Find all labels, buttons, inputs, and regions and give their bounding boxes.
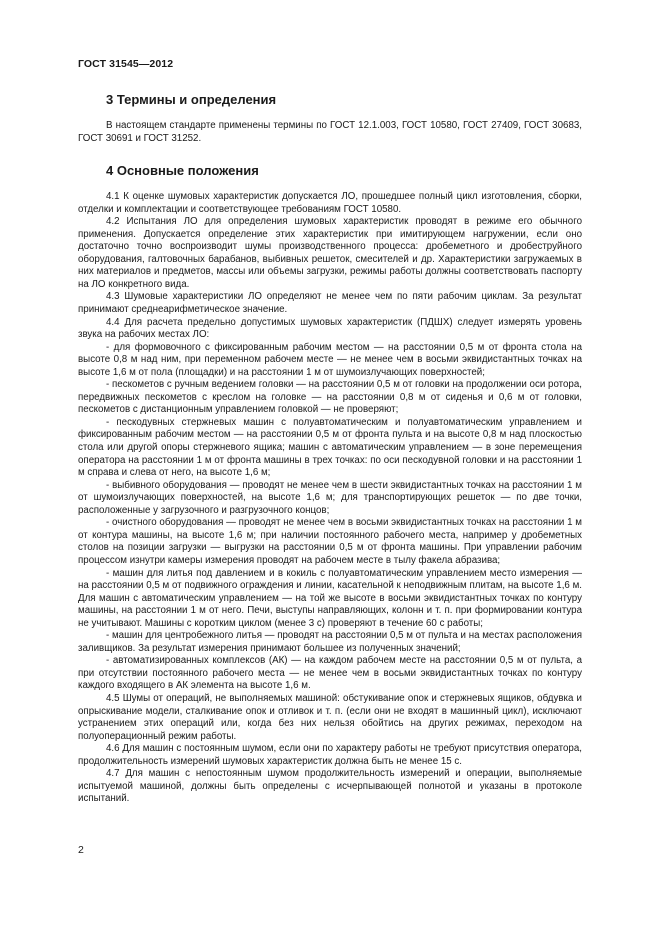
paragraph: 4.5 Шумы от операций, не выполняемых машиной: обстукивание опок и стержневых ящиков, обдувка и опрыскивание модели, сталкивание опок и отливок и т. п. (если они не входят в машинный цикл), исключают устранением этих операций или, когда без них нельзя обойтись на других режимах, переходом на полуоперационный режим работы. xyxy=(78,692,582,742)
paragraph: 4.6 Для машин с постоянным шумом, если они по характеру работы не требуют присутствия оператора, продолжительность измерений шумовых характеристик должна быть не менее 15 с. xyxy=(78,743,582,767)
paragraph: - выбивного оборудования — проводят не менее чем в шести эквидистантных точках на расстоянии 1 м от шумоизлучающих поверхностей, на высоте 1,6 м; для транспортирующих решеток — по две точки, расположенные у загрузочного и разгрузочного концов; xyxy=(78,479,582,516)
paragraph: - пескометов с ручным ведением головки — на расстоянии 0,5 м от головки на продолжении оси ротора, передвижных пескометов с креслом на головке — на расстоянии 0,8 м от сиденья и 0,6 м от головки, пескометов с дистанционным управлением головкой — не проверяют; xyxy=(78,379,582,416)
paragraph: - пескодувных стержневых машин с полуавтоматическим и полуавтоматическим управлением и фиксированным рабочим местом — на расстоянии 0,5 м от фронта пульта и на высоте 0,8 м над плоскостью стола или другой опоры стержневого ящика; машин с автоматическим управлением — в зоне перемещения оператора на расстоянии 1 м от фронта машины в трех точках: по оси пескодувной головки и на расстоянии 1 м справа и слева от него, на высоте 1,6 м; xyxy=(78,416,582,479)
paragraph: 4.7 Для машин с непостоянным шумом продолжительность измерений и операции, выполняемые испытуемой машиной, должны быть определены с исчерпывающей полнотой и указаны в протоколе испытаний. xyxy=(78,768,582,805)
section-4-title: 4 Основные положения xyxy=(106,163,259,179)
paragraph: - для формовочного с фиксированным рабочим местом — на расстоянии 0,5 м от фронта стола на высоте 0,8 м над ним, при переменном рабочем месте — не менее чем в восьми эквидистантных точках на высоте 1,6 м от пола (площадки) и на расстоянии 1 м от шумоизлучающих поверхностей; xyxy=(78,341,582,378)
section-main-provisions xyxy=(78,163,582,806)
section-3-title: 3 Термины и определения xyxy=(106,92,277,107)
paragraph: - машин для литья под давлением и в кокиль с полуавтоматическим управлением место измерения — на расстоянии 0,5 м от подвижного ограждения и линии, касательной к неподвижным плитам, на высоте 1,6 м. Для машин с автоматическим управлением — на той же высоте в восьми эквидистантных точках по контуру машины, на расстоянии 1 м от него. Печи, выступы направляющих, колонн и т. п. при формировании контура не учитывают. Машины с коротким циклом (менее 3 с) проверяют в течение 60 с работы; xyxy=(78,567,582,629)
paragraph: 4.1 К оценке шумовых характеристик допускается ЛО, прошедшее полный цикл изготовления, сборки, отделки и комплектации и соответствующее требованиям ГОСТ 10580. xyxy=(78,191,582,215)
paragraph: - очистного оборудования — проводят не менее чем в восьми эквидистантных точках на расстоянии 1 м от контура машины, на высоте 1,6 м; при наличии постоянного рабочего места, например у дробеметных столов на позиции загрузки — выгрузки на расстоянии 0,5 м от фронта машины. При управлении рабочим процессом изнутри камеры измерения проводят на рабочем месте в тылу факела абразива; xyxy=(78,517,582,566)
section-4-text xyxy=(78,191,582,806)
paragraph: 4.2 Испытания ЛО для определения шумовых характеристик проводят в режиме его обычного применения. Допускается определение этих характеристик при имитирующем нагружении, если оно достаточно точно воспроизводит шумы производственного процесса: дробеметного и дробеструйного оборудования, галтовочных барабанов, выбивных решеток, смесителей и др. Характеристики загружаемых в них материалов и предметов, массы или объемы загрузки, режимы работы должны соответствовать паспорту на ЛО конкретного вида. xyxy=(78,216,582,290)
document-body xyxy=(78,92,582,806)
paragraph: 4.4 Для расчета предельно допустимых шумовых характеристик (ПДШХ) следует измерять уровень звука на рабочих местах ЛО: xyxy=(78,316,582,341)
document-code-header: ГОСТ 31545—2012 xyxy=(78,58,174,70)
page-number: 2 xyxy=(78,844,84,856)
paragraph: В настоящем стандарте применены термины по ГОСТ 12.1.003, ГОСТ 10580, ГОСТ 27409, ГОСТ 30683, ГОСТ 30691 и ГОСТ 31252. xyxy=(78,120,582,144)
section-3-text xyxy=(78,120,582,145)
section-terms xyxy=(78,92,582,145)
paragraph: 4.3 Шумовые характеристики ЛО определяют не менее чем по пяти рабочим циклам. За результат принимают среднеарифметическое значение. xyxy=(78,291,582,316)
paragraph: - автоматизированных комплексов (АК) — на каждом рабочем месте на расстоянии 0,5 м от пульта, а при отсутствии постоянного рабочего места — не менее чем в восьми эквидистантных точках по контуру каждого входящего в АК элемента на высоте 1,6 м. xyxy=(78,655,582,692)
paragraph: - машин для центробежного литья — проводят на расстоянии 0,5 м от пульта и на местах расположения заливщиков. За результат измерения принимают большее из полученных значений; xyxy=(78,630,582,654)
